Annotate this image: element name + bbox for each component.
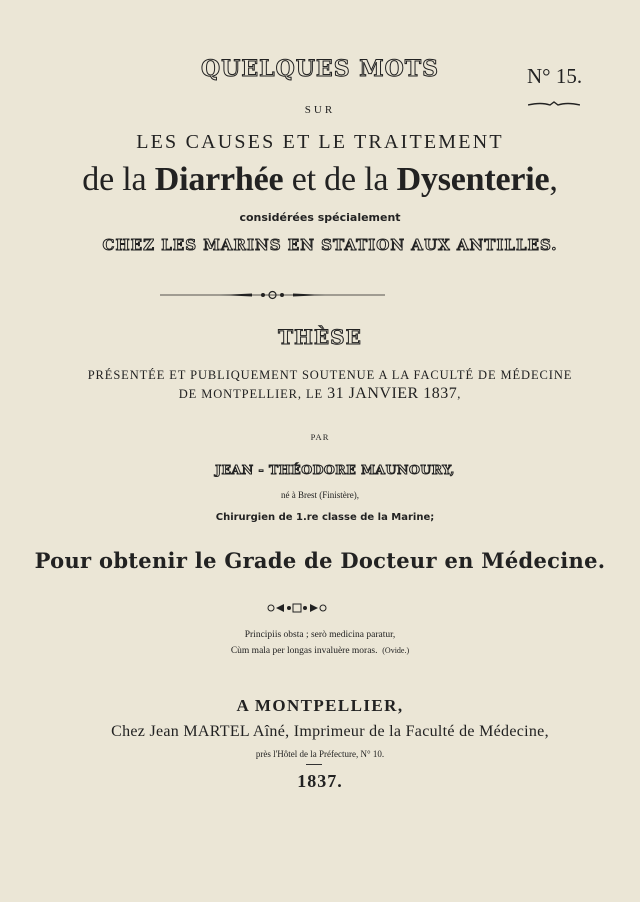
title-line-3-mid: et de la: [283, 161, 397, 198]
small-ornament-icon: [267, 602, 327, 614]
title-diarrhee: Diarrhée: [154, 161, 284, 198]
epigraph-line-1: Principiis obsta ; serò medicina paratur,: [244, 630, 396, 640]
imprint-year: 1837.: [297, 771, 343, 791]
subtitle-considerees: considérées spécialement: [239, 211, 401, 224]
epigraph-line-2-text: Cùm mala per longas invaluère moras.: [230, 646, 378, 656]
degree-line: Pour obtenir le Grade de Docteur en Médecine.: [34, 548, 606, 573]
thesis-presented-2: [0, 385, 640, 403]
imprint-address: près l'Hôtel de la Préfecture, N° 10.: [255, 749, 385, 759]
title-dysenterie: Dysenterie: [396, 161, 550, 198]
imprint-divider: [306, 764, 322, 765]
volume-number: N° 15.: [527, 64, 583, 88]
separator-rule-icon: [160, 289, 385, 301]
title-line-3-pre: de la: [82, 161, 155, 198]
thesis-date: 31 JANVIER 1837: [327, 385, 458, 402]
author-name: JEAN - THÉODORE MAUNOURY,: [215, 462, 455, 477]
thesis-presented-2-text: DE MONTPELLIER, LE: [178, 387, 328, 401]
title-line-1: QUELQUES MOTS: [200, 56, 440, 82]
imprint-city: A MONTPELLIER,: [236, 696, 404, 715]
thesis-presented-2-end: ,: [457, 387, 462, 401]
title-line-3: [0, 161, 640, 199]
epigraph-source: (Ovide.): [382, 646, 410, 655]
epigraph-line-2: [0, 646, 640, 656]
title-line-2: LES CAUSES ET LE TRAITEMENT: [136, 131, 504, 153]
subtitle-chez: CHEZ LES MARINS EN STATION AUX ANTILLES.: [102, 236, 558, 254]
title-sur: SUR: [304, 104, 336, 116]
author-par: PAR: [310, 432, 330, 442]
author-role: Chirurgien de 1.re classe de la Marine;: [215, 512, 435, 523]
thesis-presented: PRÉSENTÉE ET PUBLIQUEMENT SOUTENUE A LA FACULTÉ DE MÉDECINE: [87, 368, 573, 382]
imprint-printer: Chez Jean MARTEL Aîné, Imprimeur de la Faculté de Médecine,: [111, 723, 549, 740]
author-born: né à Brest (Finistère),: [281, 490, 359, 500]
title-line-3-post: ,: [549, 161, 558, 198]
thesis-label: THÈSE: [278, 325, 362, 349]
